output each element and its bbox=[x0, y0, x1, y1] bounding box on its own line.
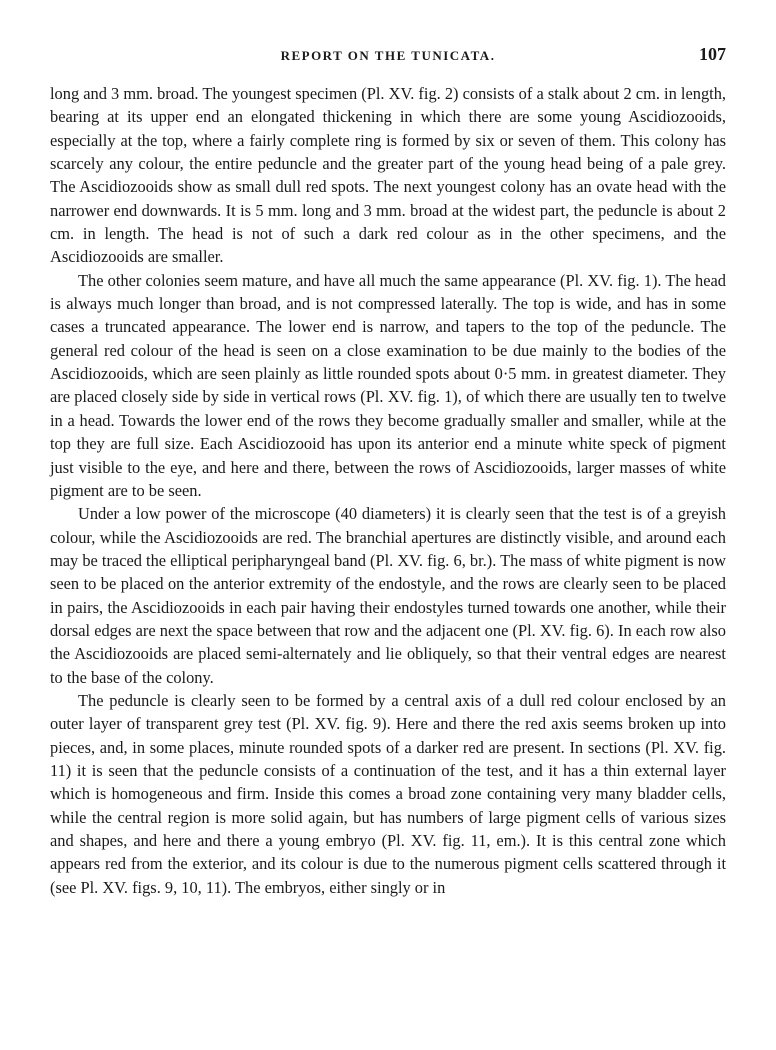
page-number: 107 bbox=[699, 44, 726, 64]
running-title: REPORT ON THE TUNICATA. bbox=[280, 48, 496, 63]
paragraph: The peduncle is clearly seen to be formed by a central axis of a dull red colour enclosed by an outer layer of transparent grey test (Pl. XV. fig. 9). Here and there the red axis seems broken up into pieces, and, in some places, minute rounded spots of a darker red are present. In sections (Pl. XV. fig. 11) it is seen that the peduncle consists of a continuation of the test, and it has a thin external layer which is homogeneous and firm. Inside this comes a broad zone containing very many bladder cells, while the central region is more solid again, but has numbers of large pigment cells of various sizes and shapes, and here and there a young embryo (Pl. XV. fig. 11, em.). It is this central zone which appears red from the exterior, and its colour is due to the numerous pigment cells scattered through it (see Pl. XV. figs. 9, 10, 11). The embryos, either singly or in bbox=[50, 690, 726, 897]
paragraph-continued: long and 3 mm. broad. The youngest specimen (Pl. XV. fig. 2) consists of a stalk about 2 cm. in length, bearing at its upper end an elongated thickening in which there are some young Ascidiozooids, especially at the top, where a fairly complete ring is formed by six or seven of them. This colony has scarcely any colour, the entire peduncle and the greater part of the young head being of a pale grey. The Ascidiozooids show as small dull red spots. The next youngest colony has an ovate head with the narrower end downwards. It is 5 mm. long and 3 mm. broad at the widest part, the peduncle is about 2 cm. in length. The head is not of such a dark red colour as in the other specimens, and the Ascidiozooids are smaller. bbox=[50, 84, 726, 267]
paragraph: The other colonies seem mature, and have all much the same appearance (Pl. XV. fig. 1). The head is always much longer than broad, and is not compressed laterally. The top is wide, and has in some cases a truncated appearance. The lower end is narrow, and tapers to the top of the peduncle. The general red colour of the head is seen on a close examination to be due mainly to the bodies of the Ascidiozooids, which are seen plainly as little rounded spots about 0·5 mm. in greatest diameter. They are placed closely side by side in vertical rows (Pl. XV. fig. 1), of which there are usually ten to twelve in a head. Towards the lower end of the rows they become gradually smaller and smaller, while at the top they are full size. Each Ascidiozooid has upon its anterior end a minute white speck of pigment just visible to the eye, and here and there, between the rows of Ascidiozooids, larger masses of white pigment are to be seen. bbox=[50, 270, 726, 500]
document-page bbox=[50, 44, 726, 899]
paragraph: Under a low power of the microscope (40 diameters) it is clearly seen that the test is of a greyish colour, while the Ascidiozooids are red. The branchial apertures are distinctly visible, and around each may be traced the elliptical peripharyngeal band (Pl. XV. fig. 6, br.). The mass of white pigment is now seen to be placed on the anterior extremity of the endostyle, and the rows are clearly seen to be placed in pairs, the Ascidiozooids in each pair having their endostyles turned towards one another, while their dorsal edges are next the space between that row and the adjacent one (Pl. XV. fig. 6). In each row also the Ascidiozooids are placed semi-alternately and lie obliquely, so that their ventral edges are nearest to the base of the colony. bbox=[50, 504, 726, 687]
running-head bbox=[50, 44, 726, 74]
body-text bbox=[50, 82, 726, 899]
